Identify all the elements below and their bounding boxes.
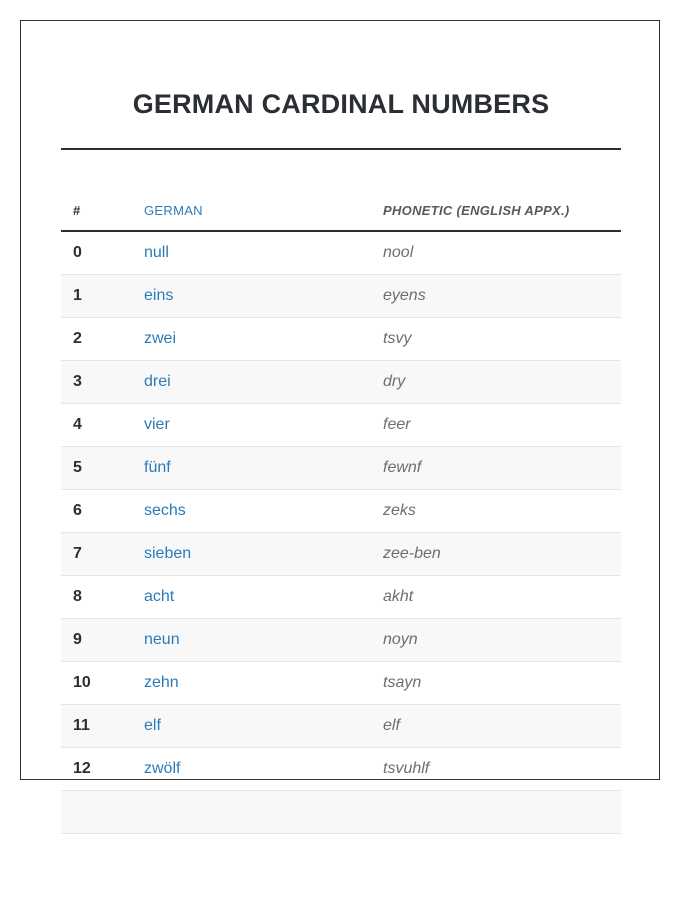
phonetic-cell: tsvy (383, 318, 621, 361)
title-divider (61, 148, 621, 150)
german-word-cell[interactable]: elf (132, 705, 383, 748)
numbers-table (61, 190, 621, 834)
phonetic-cell: tsayn (383, 662, 621, 705)
german-word-cell[interactable]: vier (132, 404, 383, 447)
german-word-cell[interactable]: eins (132, 275, 383, 318)
phonetic-cell (383, 791, 621, 834)
column-header-german[interactable]: GERMAN (132, 190, 383, 231)
number-cell: 2 (61, 318, 132, 361)
table-row (61, 619, 621, 662)
number-cell: 11 (61, 705, 132, 748)
german-word-cell[interactable]: zwölf (132, 748, 383, 791)
number-cell: 8 (61, 576, 132, 619)
number-cell: 12 (61, 748, 132, 791)
number-cell: 4 (61, 404, 132, 447)
page-title: GERMAN CARDINAL NUMBERS (132, 89, 550, 119)
number-cell: 7 (61, 533, 132, 576)
column-header-phonetic: PHONETIC (ENGLISH APPX.) (383, 190, 621, 231)
german-word-cell[interactable]: zehn (132, 662, 383, 705)
phonetic-cell: zeks (383, 490, 621, 533)
table-row (61, 748, 621, 791)
phonetic-cell: tsvuhlf (383, 748, 621, 791)
table-row (61, 231, 621, 275)
number-cell: 10 (61, 662, 132, 705)
table-row (61, 791, 621, 834)
phonetic-cell: zee-ben (383, 533, 621, 576)
german-word-cell[interactable]: sechs (132, 490, 383, 533)
phonetic-cell: noyn (383, 619, 621, 662)
table-row (61, 275, 621, 318)
german-word-cell[interactable]: fünf (132, 447, 383, 490)
phonetic-cell: nool (383, 231, 621, 275)
table-header (61, 190, 621, 231)
german-word-cell[interactable]: neun (132, 619, 383, 662)
table-row (61, 361, 621, 404)
german-word-cell[interactable]: null (132, 231, 383, 275)
number-cell: 0 (61, 231, 132, 275)
number-cell: 6 (61, 490, 132, 533)
phonetic-cell: akht (383, 576, 621, 619)
german-word-cell[interactable]: drei (132, 361, 383, 404)
number-cell (61, 791, 132, 834)
german-word-cell[interactable]: zwei (132, 318, 383, 361)
column-header-number: # (61, 190, 132, 231)
header-row (61, 190, 621, 231)
phonetic-cell: elf (383, 705, 621, 748)
german-word-cell[interactable] (132, 791, 383, 834)
table-row (61, 576, 621, 619)
number-cell: 1 (61, 275, 132, 318)
table-row (61, 533, 621, 576)
table-row (61, 662, 621, 705)
table-row (61, 404, 621, 447)
table-row (61, 318, 621, 361)
table-row (61, 705, 621, 748)
phonetic-cell: eyens (383, 275, 621, 318)
main-content (61, 20, 621, 834)
phonetic-cell: dry (383, 361, 621, 404)
phonetic-cell: fewnf (383, 447, 621, 490)
german-word-cell[interactable]: acht (132, 576, 383, 619)
table-row (61, 447, 621, 490)
number-cell: 5 (61, 447, 132, 490)
german-word-cell[interactable]: sieben (132, 533, 383, 576)
table-row (61, 490, 621, 533)
number-cell: 3 (61, 361, 132, 404)
table-body (61, 231, 621, 834)
phonetic-cell: feer (383, 404, 621, 447)
number-cell: 9 (61, 619, 132, 662)
